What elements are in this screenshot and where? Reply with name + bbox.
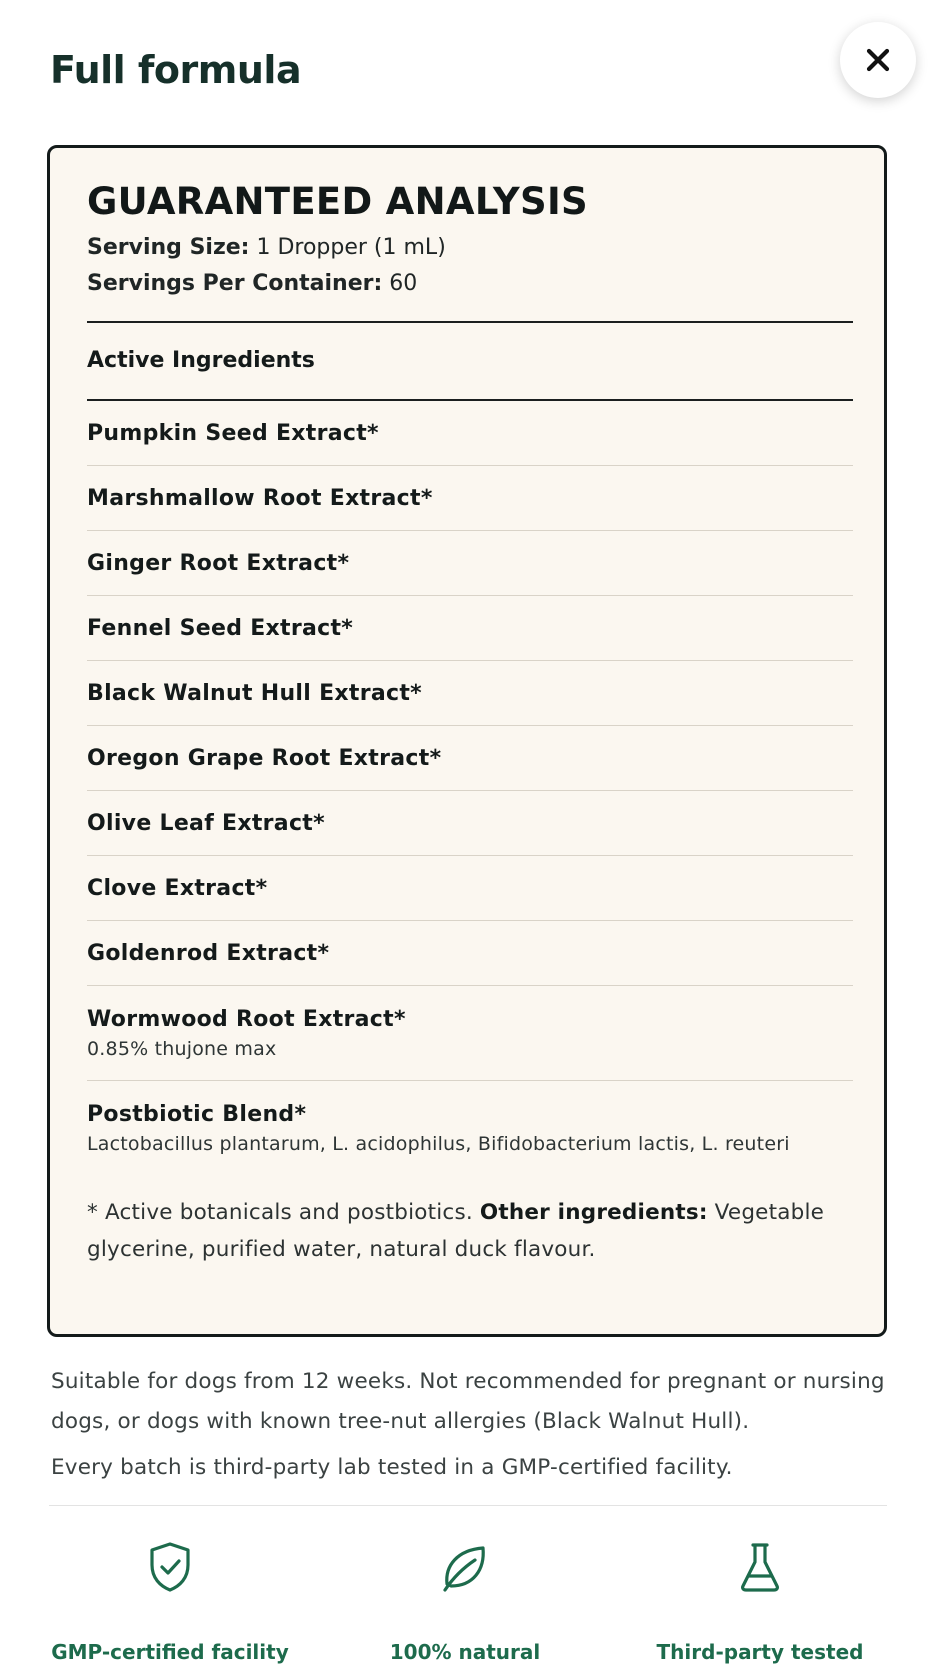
feature-label: 100% natural [389, 1640, 541, 1664]
ingredient-name: Goldenrod Extract* [87, 940, 330, 966]
ingredient-name: Fennel Seed Extract* [87, 615, 354, 641]
footnote-text: * Active botanicals and postbiotics. [87, 1200, 480, 1225]
feature-third-party-tested [625, 1540, 895, 1664]
ingredient-name: Wormwood Root Extract* [87, 1006, 406, 1032]
ingredient-name: Marshmallow Root Extract* [87, 485, 433, 511]
servings-per-container-label: Servings Per Container: [87, 271, 383, 296]
divider [49, 1505, 887, 1506]
ingredient-name: Clove Extract* [87, 875, 268, 901]
ingredient-name: Oregon Grape Root Extract* [87, 745, 442, 771]
ingredient-name: Ginger Root Extract* [87, 550, 350, 576]
analysis-heading: GUARANTEED ANALYSIS [87, 180, 588, 223]
feature-gmp-certified [35, 1540, 305, 1664]
guaranteed-analysis-panel [47, 145, 887, 1337]
ingredient-row [87, 856, 853, 921]
feature-natural [330, 1540, 600, 1664]
page-title: Full formula [50, 48, 302, 92]
serving-size [87, 230, 853, 266]
serving-size-label: Serving Size: [87, 235, 250, 260]
ingredient-name: Black Walnut Hull Extract* [87, 680, 422, 706]
ingredient-row [87, 791, 853, 856]
ingredient-row [87, 986, 853, 1081]
suitability-note: Suitable for dogs from 12 weeks. Not recommended for pregnant or nursing dogs, or dogs with known tree-nut allergies (Black Walnut Hull). [51, 1369, 885, 1434]
ingredient-row [87, 921, 853, 986]
ingredients-footnote [87, 1194, 853, 1268]
ingredient-row [87, 726, 853, 791]
close-button[interactable] [840, 22, 916, 98]
active-ingredients-heading: Active Ingredients [87, 348, 315, 373]
ingredient-row [87, 661, 853, 726]
servings-per-container-value: 60 [382, 271, 418, 296]
ingredient-row [87, 401, 853, 466]
close-icon [864, 46, 892, 74]
leaf-icon [439, 1540, 491, 1594]
ingredient-name: Olive Leaf Extract* [87, 810, 325, 836]
flask-icon [738, 1540, 782, 1594]
feature-label: Third-party tested [656, 1640, 864, 1664]
testing-note: Every batch is third-party lab tested in a GMP-certified facility. [51, 1455, 733, 1480]
feature-label: GMP-certified facility [51, 1640, 289, 1664]
ingredient-row [87, 1081, 853, 1176]
ingredient-row [87, 596, 853, 661]
servings-per-container [87, 266, 853, 302]
shield-check-icon [146, 1540, 194, 1594]
ingredient-row [87, 531, 853, 596]
other-ingredients-text: Vegetable glycerine, purified water, natural duck flavour. [87, 1200, 825, 1262]
other-ingredients-label: Other ingredients: [479, 1200, 708, 1225]
ingredient-name: Pumpkin Seed Extract* [87, 420, 379, 446]
serving-size-value: 1 Dropper (1 mL) [249, 235, 446, 260]
ingredient-note: Lactobacillus plantarum, L. acidophilus, Bifidobacterium lactis, L. reuteri [87, 1133, 790, 1155]
ingredient-row [87, 466, 853, 531]
ingredient-name: Postbiotic Blend* [87, 1102, 307, 1127]
ingredient-note: 0.85% thujone max [87, 1037, 277, 1060]
